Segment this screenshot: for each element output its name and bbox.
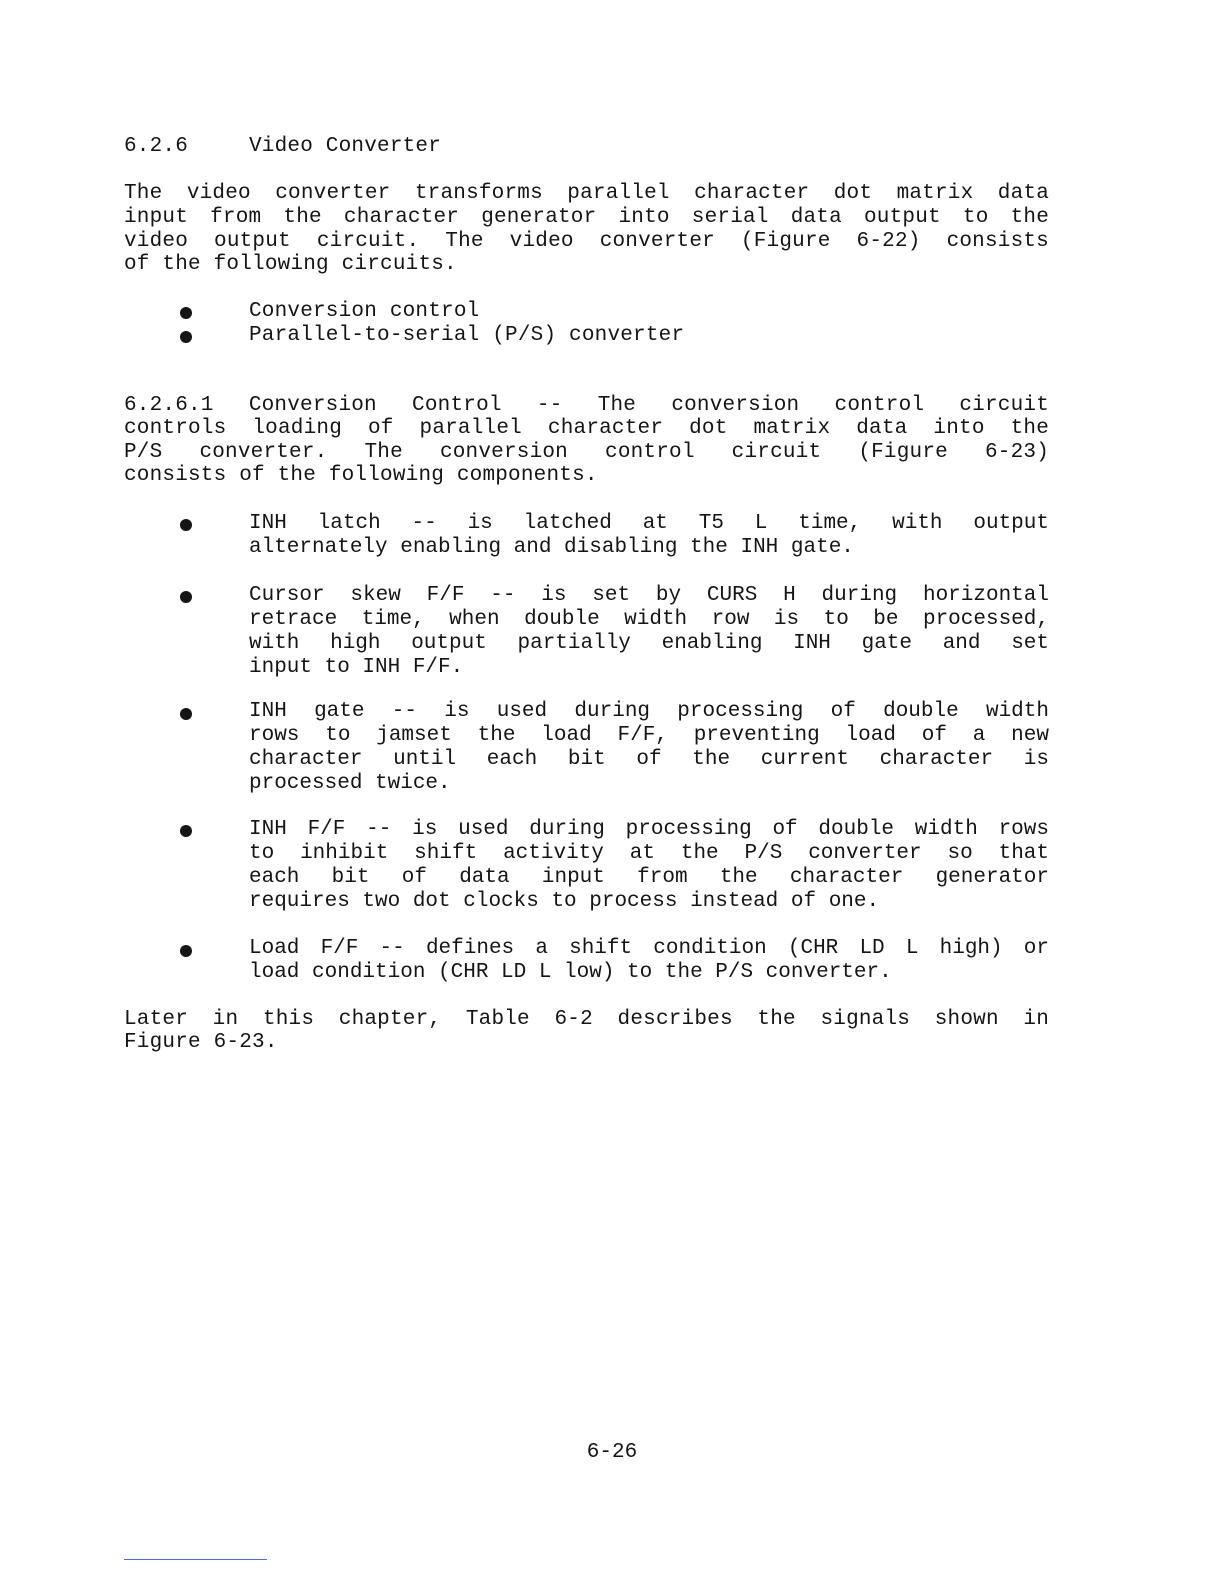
section-number: 6.2.6 [124,135,189,158]
list-item-line: Cursor skew F/F -- is set by CURS H during horizontal [249,584,1049,607]
intro-line: video output circuit. The video converter (Figure 6-22) consists [124,230,1049,253]
subsection-line: P/S converter. The conversion control circuit (Figure 6-23) [124,441,1049,464]
list-item-line: INH F/F -- is used during processing of double width rows [249,818,1049,841]
list-item-line: INH gate -- is used during processing of double width [249,700,1049,723]
list-item-line: rows to jamset the load F/F, preventing load of a new [249,724,1049,747]
subsection-line: consists of the following components. [124,464,598,487]
list-item-line: to inhibit shift activity at the P/S converter so that [249,842,1049,865]
bullet-icon [180,945,192,957]
list-item-line: requires two dot clocks to process instead of one. [249,890,880,913]
footer-divider [124,1559,267,1560]
bullet-icon [180,708,192,720]
subsection-line: controls loading of parallel character dot matrix data into the [124,417,1049,440]
bullet-icon [180,519,192,531]
list-item [249,818,1049,914]
list-item-line: retrace time, when double width row is to be processed, [249,608,1049,631]
bullet-icon [180,825,192,837]
list-item-line: each bit of data input from the character generator [249,866,1049,889]
list-item-line: Load F/F -- defines a shift condition (CHR LD L high) or [249,937,1049,960]
list-item [249,700,1049,796]
intro-line: of the following circuits. [124,253,457,276]
section-title: Video Converter [249,135,442,158]
list-item [249,937,1049,985]
bullet-icon [180,591,192,603]
list-item-line: input to INH F/F. [249,656,464,679]
page-number: 6-26 [586,1441,638,1464]
subsection-heading-line: 6.2.6.1 Conversion Control -- The conversion control circuit [124,394,1049,417]
intro-line: input from the character generator into serial data output to the [124,206,1049,229]
list-item: Parallel-to-serial (P/S) converter [249,324,685,347]
list-item [249,512,1049,560]
list-item-line: character until each bit of the current character is [249,748,1049,771]
list-item-line: load condition (CHR LD L low) to the P/S converter. [249,961,892,984]
list-item-line: alternately enabling and disabling the INH gate. [249,536,854,559]
closing-line: Later in this chapter, Table 6-2 describes the signals shown in [124,1008,1049,1031]
closing-line: Figure 6-23. [124,1031,278,1054]
intro-line: The video converter transforms parallel character dot matrix data [124,182,1049,205]
list-item [249,584,1049,680]
list-item-line: processed twice. [249,772,451,795]
list-item-line: INH latch -- is latched at T5 L time, with output [249,512,1049,535]
list-item-line: with high output partially enabling INH gate and set [249,632,1049,655]
bullet-icon [180,307,192,319]
bullet-icon [180,331,192,343]
list-item: Conversion control [249,300,480,323]
